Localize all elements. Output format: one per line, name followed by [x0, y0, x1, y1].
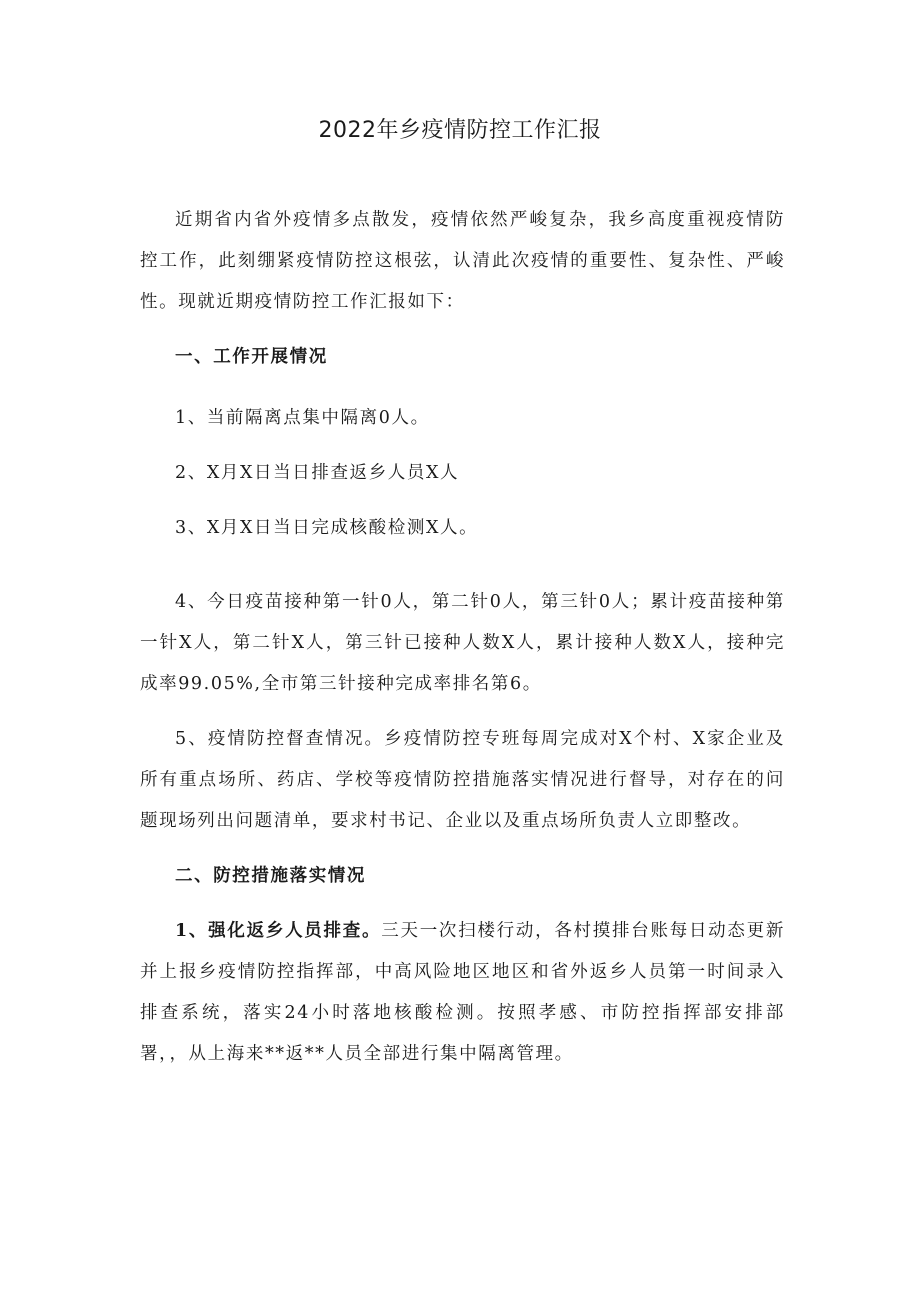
document-body — [140, 200, 785, 1075]
section1-item-1: 1、当前隔离点集中隔离0人。 — [175, 408, 430, 428]
document-title: 2022年乡疫情防控工作汇报 — [318, 118, 602, 143]
section2-item-1 — [140, 911, 785, 1075]
section2-item-1-lead: 1、强化返乡人员排查。 — [175, 921, 382, 941]
section2-item-1-text: 三天一次扫楼行动，各村摸排台账每日动态更新并上报乡疫情防控指挥部，中高风险地区地区和省外返乡人员第一时间录入排查系统，落实24小时落地核酸检测。按照孝感、市防控指挥部安排部署，，从上海来**返**人员全部进行集中隔离管理。 — [140, 921, 785, 1064]
section-heading-2: 二、防控措施落实情况 — [175, 866, 366, 886]
section1-item-5: 5、疫情防控督查情况。乡疫情防控专班每周完成对X个村、X家企业及所有重点场所、药店、学校等疫情防控措施落实情况进行督导，对存在的问题现场列出问题清单，要求村书记、企业以及重点场所负责人立即整改。 — [140, 729, 785, 831]
section1-item-4: 4、今日疫苗接种第一针0人，第二针0人，第三针0人；累计疫苗接种第一针X人，第二针X人，第三针已接种人数X人，累计接种人数X人，接种完成率99.05%,全市第三针接种完成率排名第6。 — [140, 592, 785, 694]
section-heading-1: 一、工作开展情况 — [175, 347, 328, 367]
section1-item-2: 2、X月X日当日排查返乡人员X人 — [175, 463, 460, 483]
intro-paragraph: 近期省内省外疫情多点散发，疫情依然严峻复杂，我乡高度重视疫情防控工作，此刻绷紧疫情防控这根弦，认清此次疫情的重要性、复杂性、严峻性。现就近期疫情防控工作汇报如下： — [140, 210, 785, 312]
section1-item-3: 3、X月X日当日完成核酸检测X人。 — [175, 518, 479, 538]
